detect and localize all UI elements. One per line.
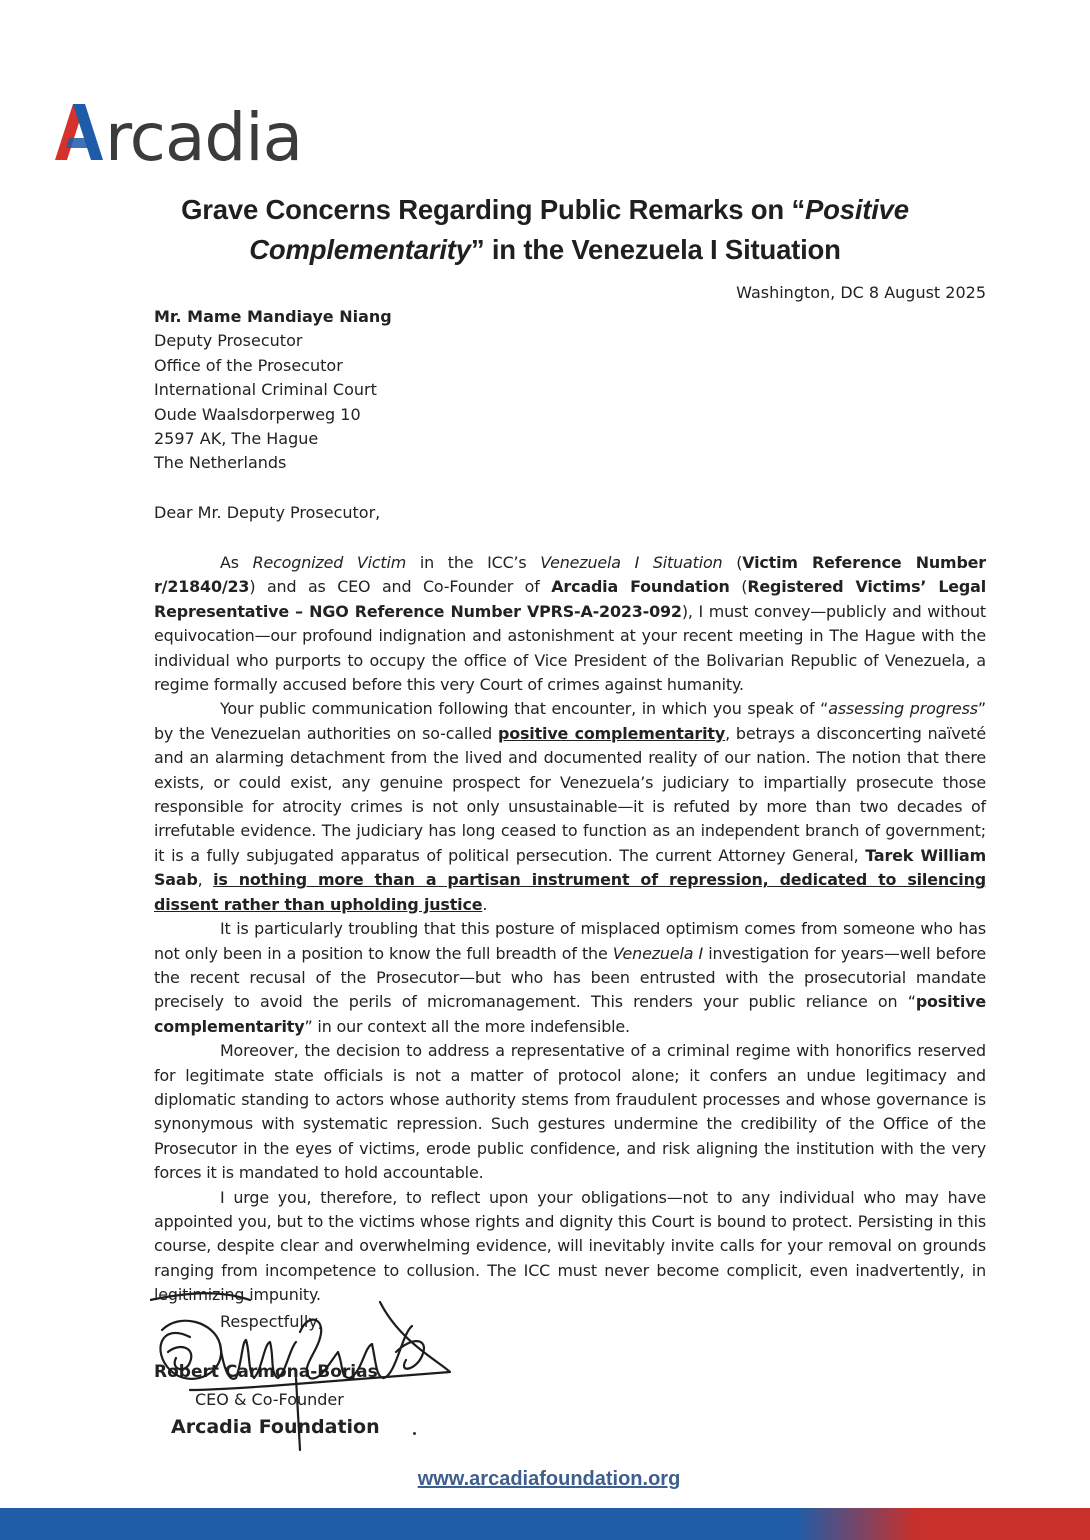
text-run: Your public communication following that encounter, in which you speak of “ — [220, 699, 829, 719]
paragraph-3 — [154, 917, 986, 1039]
title-line1-a: Grave Concerns Regarding Public Remarks on “ — [181, 194, 805, 225]
recipient-line: International Criminal Court — [154, 380, 377, 400]
paragraph-5: I urge you, therefore, to reflect upon your obligations—not to any individual who may have appointed you, but to the victims whose rights and dignity this Court is bound to protect. Persisting in this course, despite clear and overwhelming evidence, will inevitably invite calls for your removal on grounds ranging from incompetence to collusion. The ICC must never become complicit, even inadvertently, in legitimizing impunity. — [154, 1187, 986, 1305]
recipient-line: Oude Waalsdorperweg 10 — [154, 404, 361, 424]
text-run: ( — [722, 553, 743, 572]
foundation-name: Arcadia Foundation — [551, 577, 730, 597]
paragraph-1 — [154, 551, 986, 697]
dateline: Washington, DC 8 August 2025 — [736, 283, 986, 302]
signer-name: Robert Carmona-Borjas — [154, 1362, 378, 1382]
attorney-general-name: Tarek William Saab — [154, 845, 986, 890]
text-run-italic: Venezuela I Situation — [540, 553, 723, 572]
text-run-italic: Recognized Victim — [252, 553, 407, 572]
text-run: ” in our context all the more indefensible. — [304, 1016, 630, 1036]
recipient-line: 2597 AK, The Hague — [154, 429, 319, 449]
recipient-address — [154, 305, 654, 476]
stray-dot — [413, 1432, 416, 1435]
text-run: . — [482, 894, 488, 914]
footer-website-link[interactable]: www.arcadiafoundation.org — [417, 1468, 681, 1490]
text-run-bold-underline: is nothing more than a partisan instrument of repression, dedicated to silencing dissent rather than upholding justice — [154, 870, 986, 914]
text-run: As — [220, 553, 253, 572]
text-run: , — [197, 870, 214, 890]
closing-respectfully: Respectfully, — [220, 1312, 323, 1331]
paragraph-4: Moreover, the decision to address a representative of a criminal regime with honorifics reserved for legitimate state officials is not a matter of protocol alone; it confers an undue legitimacy and diplomatic standing to actors whose authority stems from fraudulent processes and whose governance is synonymous with systematic repression. Such gestures undermine the credibility of the Office of the Prosecutor in the eyes of victims, erode public confidence, and risk aligning the institution with the very forces it is mandated to hold accountable. — [154, 1041, 986, 1183]
text-run: ( — [729, 577, 748, 597]
text-run: ) and as CEO and Co-Founder of — [249, 577, 552, 597]
letter-title — [60, 190, 1030, 270]
text-run: in the ICC’s — [406, 553, 541, 572]
ngo-reference-number: Registered Victims’ Legal Representative – NGO Reference Number VPRS-A-2023-092 — [154, 577, 987, 621]
title-line2-b: ” in the Venezuela I Situation — [470, 234, 841, 265]
arcadia-logo — [55, 98, 345, 168]
text-run: investigation for years—well before the recent recusal of the Prosecutor—but who has been entrusted with the prosecutorial mandate precisely to avoid the perils of micromanagement. This renders your public reliance on “ — [154, 943, 986, 1012]
text-run: , betrays a disconcerting naïveté and an alarming detachment from the lived and documented reality of our nation. The notion that there exists, or could exist, any genuine prospect for Venezuela’s judiciary to impartially prosecute those responsible for atrocity crimes is not only unsustainable—it is refuted by more than two decades of irrefutable evidence. The judiciary has long ceased to function as an independent branch of government; it is a fully subjugated apparatus of political persecution. The current Attorney General, — [154, 723, 986, 865]
paragraph-2 — [154, 697, 986, 917]
title-line2-a: Complementarity — [249, 234, 471, 265]
text-run-italic: Venezuela I — [612, 943, 704, 963]
victim-reference-number: Victim Reference Number r/21840/23 — [154, 553, 986, 597]
recipient-name: Mr. Mame Mandiaye Niang — [154, 307, 392, 326]
signer-role: CEO & Co-Founder — [195, 1390, 344, 1409]
recipient-line: The Netherlands — [154, 453, 287, 473]
salutation: Dear Mr. Deputy Prosecutor, — [154, 503, 381, 522]
text-run: ” by the Venezuelan authorities on so-called — [154, 699, 986, 743]
text-run: It is particularly troubling that this posture of misplaced optimism comes from someone who has not only been in a position to know the full breadth of the — [154, 919, 986, 963]
arcadia-a-logo-icon — [55, 104, 103, 160]
letter-body — [154, 551, 986, 1308]
recipient-line: Deputy Prosecutor — [154, 331, 303, 351]
text-run-italic: assessing progress — [828, 699, 978, 719]
text-run-bold-underline: positive complementarity — [497, 723, 726, 743]
text-run: ), I must convey—publicly and without equivocation—our profound indignation and astonishment at your recent meeting in The Hague with the individual who purports to occupy the office of Vice President of the Bolivarian Republic of Venezuela, a regime formally accused before this very Court of crimes against humanity. — [154, 601, 986, 695]
recipient-line: Office of the Prosecutor — [154, 355, 343, 375]
footer-color-bar — [0, 1508, 1090, 1540]
text-run-bold: positive complementarity — [154, 992, 986, 1036]
logo-text: rcadia — [105, 99, 303, 168]
signer-organization: Arcadia Foundation — [171, 1416, 380, 1438]
title-line1-b: Positive — [805, 194, 909, 225]
